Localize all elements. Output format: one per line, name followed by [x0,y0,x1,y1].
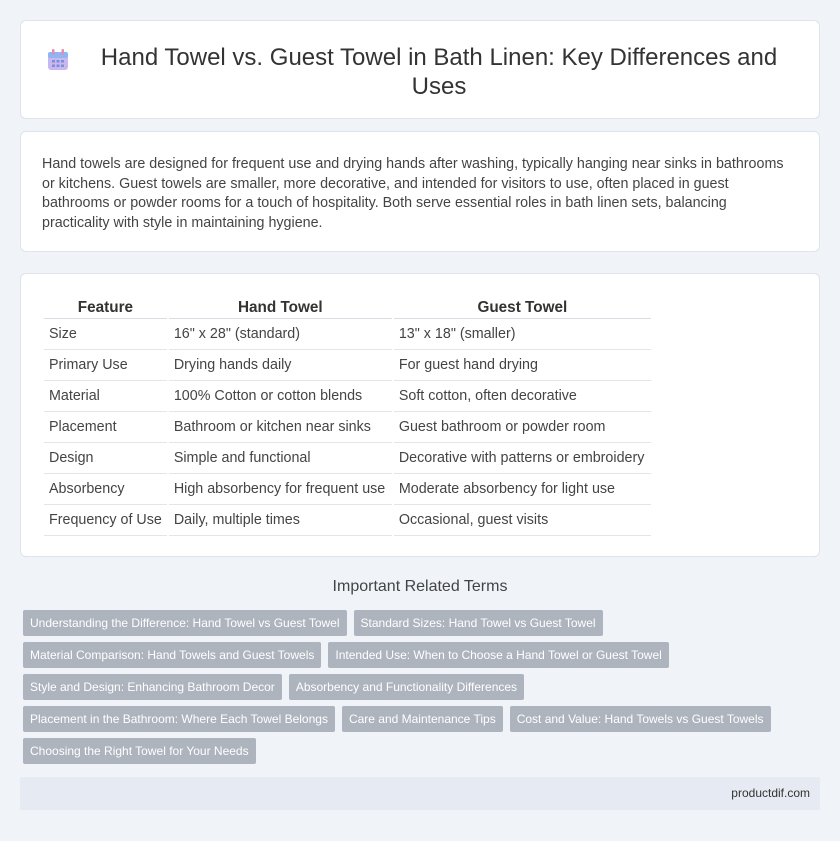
feature-cell: Material [44,381,167,412]
intro-card [20,131,820,252]
guest-towel-cell: 13" x 18" (smaller) [394,319,651,350]
related-term-tag[interactable]: Style and Design: Enhancing Bathroom Decor [23,674,282,700]
feature-cell: Placement [44,412,167,443]
footer-site-link[interactable]: productdif.com [731,786,810,800]
related-terms-list [23,610,803,770]
related-terms-title: Important Related Terms [332,578,508,595]
hand-towel-cell: High absorbency for frequent use [169,474,392,505]
tag-row [23,706,803,732]
hand-towel-cell: Daily, multiple times [169,505,392,536]
related-term-tag[interactable]: Choosing the Right Towel for Your Needs [23,738,256,764]
guest-towel-cell: Guest bathroom or powder room [394,412,651,443]
page-title: Hand Towel vs. Guest Towel in Bath Linen: Key Differences and Uses [100,44,778,100]
tag-row [23,738,803,764]
feature-cell: Absorbency [44,474,167,505]
hand-towel-cell: 100% Cotton or cotton blends [169,381,392,412]
hand-towel-cell: Simple and functional [169,443,392,474]
related-term-tag[interactable]: Standard Sizes: Hand Towel vs Guest Towel [354,610,603,636]
related-term-tag[interactable]: Understanding the Difference: Hand Towel vs Guest Towel [23,610,347,636]
hand-towel-cell: Bathroom or kitchen near sinks [169,412,392,443]
related-term-tag[interactable]: Intended Use: When to Choose a Hand Towel or Guest Towel [328,642,668,668]
table-row [44,443,651,474]
table-row [44,505,651,536]
table-row [44,319,651,350]
tag-row [23,674,803,700]
guest-towel-cell: Moderate absorbency for light use [394,474,651,505]
table-row [44,412,651,443]
related-term-tag[interactable]: Material Comparison: Hand Towels and Guest Towels [23,642,321,668]
guest-towel-cell: For guest hand drying [394,350,651,381]
guest-towel-cell: Soft cotton, often decorative [394,381,651,412]
hand-towel-cell: Drying hands daily [169,350,392,381]
guest-towel-cell: Occasional, guest visits [394,505,651,536]
table-row [44,350,651,381]
related-term-tag[interactable]: Care and Maintenance Tips [342,706,503,732]
header-guest-towel: Guest Towel [394,297,651,319]
table-header-row [44,297,651,319]
header-card [20,20,820,119]
feature-cell: Frequency of Use [44,505,167,536]
footer [20,777,820,810]
comparison-card [20,273,820,557]
tag-row [23,610,803,636]
intro-text: Hand towels are designed for frequent use and drying hands after washing, typically hanging near sinks in bathrooms or kitchens. Guest towels are smaller, more decorative, and intended for visitors to use, often placed in guest bathrooms or powder rooms for a touch of hospitality. Both serve essential roles in bath linen sets, balancing practicality with style in maintaining hygiene. [42,156,784,231]
header-feature: Feature [44,297,167,319]
related-term-tag[interactable]: Absorbency and Functionality Differences [289,674,524,700]
feature-cell: Design [44,443,167,474]
guest-towel-cell: Decorative with patterns or embroidery [394,443,651,474]
feature-cell: Size [44,319,167,350]
feature-cell: Primary Use [44,350,167,381]
hand-towel-cell: 16" x 28" (standard) [169,319,392,350]
related-term-tag[interactable]: Cost and Value: Hand Towels vs Guest Towels [510,706,771,732]
header-hand-towel: Hand Towel [169,297,392,319]
comparison-table [42,297,653,536]
table-row [44,474,651,505]
tag-row [23,642,803,668]
related-term-tag[interactable]: Placement in the Bathroom: Where Each Towel Belongs [23,706,335,732]
table-row [44,381,651,412]
